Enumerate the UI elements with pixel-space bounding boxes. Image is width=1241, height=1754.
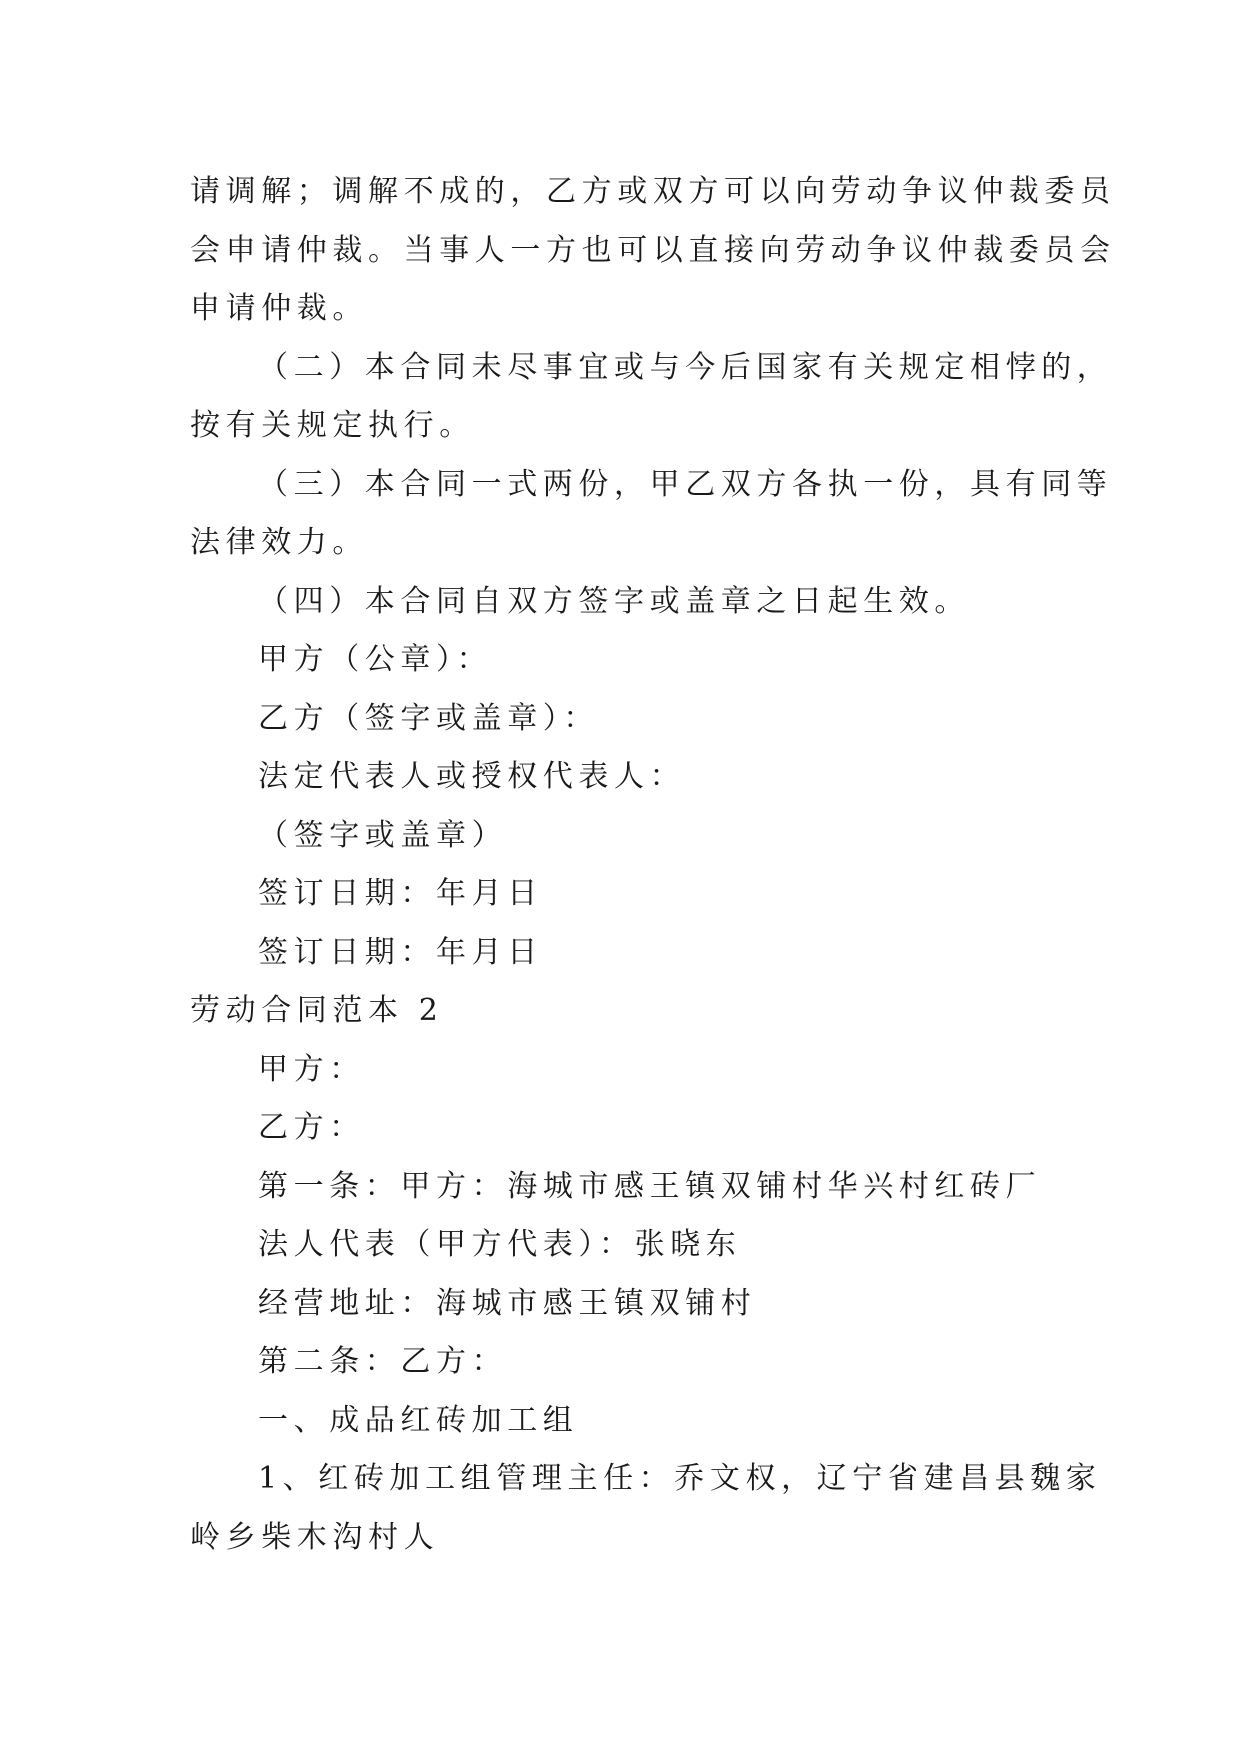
document-page	[190, 163, 1116, 1567]
text-line: 经营地址：海城市感王镇双铺村	[258, 1285, 757, 1321]
paragraph-clause-3	[190, 456, 1113, 573]
text-line: 签订日期：年月日	[258, 934, 543, 970]
text-line: 第一条：甲方：海城市感王镇双铺村华兴村红砖厂	[258, 1168, 1042, 1204]
text-line: 第二条：乙方：	[258, 1344, 508, 1379]
text-line: 甲方：	[258, 1051, 365, 1087]
signing-date-line	[190, 865, 1050, 924]
party-a-seal-line	[190, 631, 1050, 690]
text-line: 岭乡柴木沟村人	[190, 1519, 440, 1555]
text-line: 按有关规定执行。	[190, 408, 475, 443]
text-line: 乙方：	[258, 1110, 365, 1145]
group-heading	[190, 1392, 1050, 1451]
legal-representative-line	[190, 748, 1050, 807]
signature-note-line	[190, 807, 1050, 866]
article-1-line	[190, 1158, 1050, 1217]
text-line: 劳动合同范本 2	[190, 993, 444, 1028]
text-line: （签字或盖章）	[258, 817, 508, 853]
text-line: 甲方（公章）：	[258, 642, 493, 677]
text-line: （二）本合同未尽事宜或与今后国家有关规定相悖的，	[258, 349, 1113, 385]
article-2-line	[190, 1333, 1050, 1392]
business-address-line	[190, 1275, 1050, 1334]
text-line: 一、成品红砖加工组	[258, 1402, 579, 1438]
party-b-signature-line	[190, 690, 1050, 749]
text-line: 请调解；调解不成的，乙方或双方可以向劳动争议仲裁委员	[190, 174, 1116, 209]
paragraph-clause-2	[190, 339, 1113, 456]
text-line: 会申请仲裁。当事人一方也可以直接向劳动争议仲裁委员会	[190, 232, 1116, 268]
group-director-paragraph	[190, 1450, 1102, 1567]
legal-person-line	[190, 1216, 1050, 1275]
signing-date-line	[190, 924, 1050, 983]
text-line: （四）本合同自双方签字或盖章之日起生效。	[258, 583, 970, 619]
text-line: 乙方（签字或盖章）：	[258, 700, 599, 736]
text-line: 申请仲裁。	[190, 291, 368, 326]
text-line: 法定代表人或授权代表人：	[258, 759, 686, 794]
party-b-line	[190, 1099, 1050, 1158]
text-line: （三）本合同一式两份，甲乙双方各执一份，具有同等	[258, 466, 1113, 502]
text-line: 1、红砖加工组管理主任：乔文权，辽宁省建昌县魏家	[258, 1461, 1102, 1496]
paragraph-clause-4	[190, 573, 1050, 632]
text-line: 法人代表（甲方代表）：张晓东	[258, 1227, 742, 1262]
text-line: 签订日期：年月日	[258, 876, 543, 911]
section-title	[190, 982, 1050, 1041]
party-a-line	[190, 1041, 1050, 1100]
paragraph-mediation	[190, 163, 1116, 339]
text-line: 法律效力。	[190, 525, 368, 560]
